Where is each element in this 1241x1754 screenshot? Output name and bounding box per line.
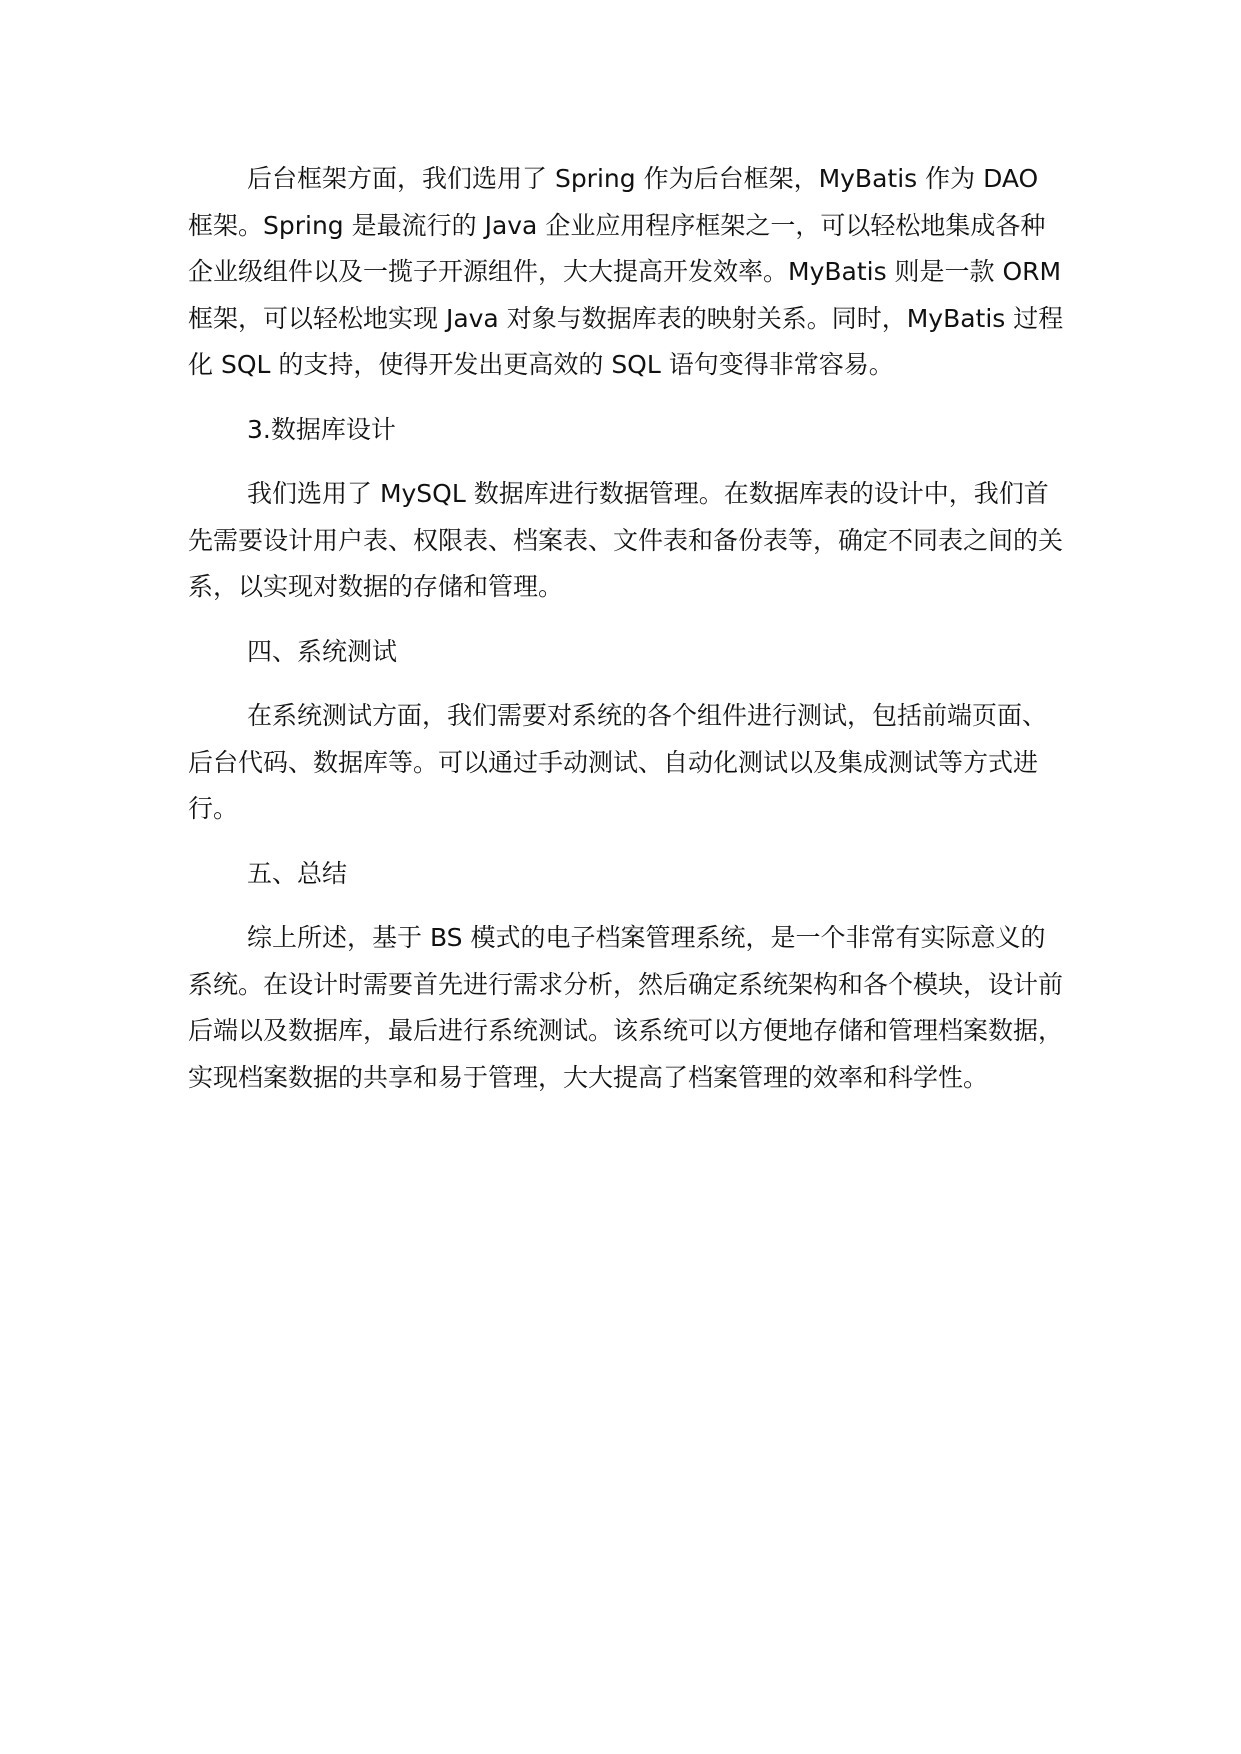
paragraph-database-design: 我们选用了 MySQL 数据库进行数据管理。在数据库表的设计中，我们首先需要设计用户表、权限表、档案表、文件表和备份表等，确定不同表之间的关系，以实现对数据的存储和管理。 [188, 479, 1064, 601]
document-body [188, 156, 1068, 1119]
paragraph-system-testing: 在系统测试方面，我们需要对系统的各个组件进行测试，包括前端页面、后台代码、数据库等。可以通过手动测试、自动化测试以及集成测试等方式进行。 [188, 701, 1048, 823]
paragraph-summary: 综上所述，基于 BS 模式的电子档案管理系统，是一个非常有实际意义的系统。在设计时需要首先进行需求分析，然后确定系统架构和各个模块，设计前后端以及数据库，最后进行系统测试。该系统可以方便地存储和管理档案数据，实现档案数据的共享和易于管理，大大提高了档案管理的效率和科学性。 [188, 923, 1064, 1092]
section-heading-system-testing: 四、系统测试 [247, 636, 398, 666]
section-heading-summary: 五、总结 [247, 858, 348, 888]
section-heading-database-design: 3.数据库设计 [247, 414, 396, 444]
paragraph-backend-framework: 后台框架方面，我们选用了 Spring 作为后台框架，MyBatis 作为 DAO 框架。Spring 是最流行的 Java 企业应用程序框架之一，可以轻松地集成各种企业级组件以及一揽子开源组件，大大提高开发效率。MyBatis 则是一款 ORM 框架，可以轻松地实现 Java 对象与数据库表的映射关系。同时，MyBatis 过程化 SQL 的支持，使得开发出更高效的 SQL 语句变得非常容易。 [188, 164, 1064, 379]
